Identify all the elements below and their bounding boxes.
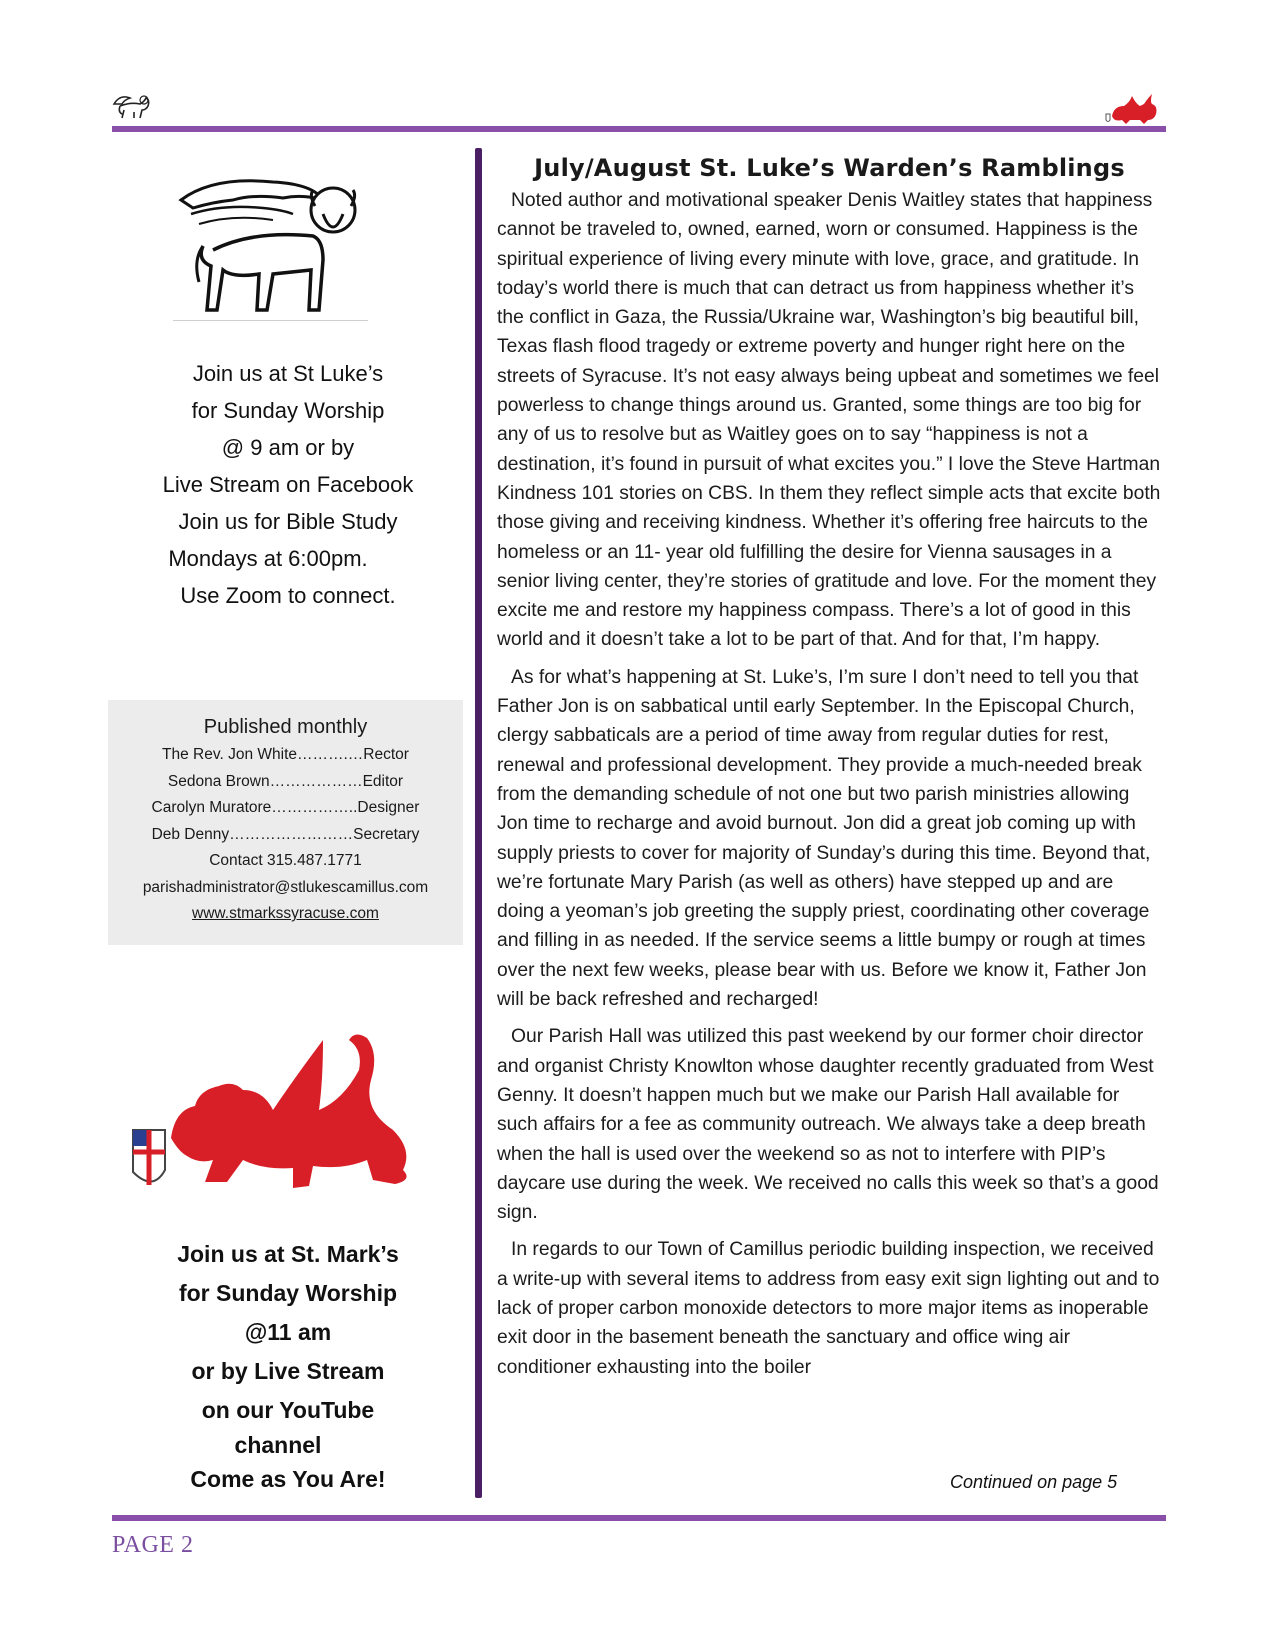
stmark-line-3: @11 am — [244, 1319, 332, 1345]
red-lion-illustration — [123, 1020, 423, 1220]
masthead-box — [108, 700, 463, 945]
st-mark-worship-info — [108, 1235, 468, 1499]
stluke-line-2: for Sunday Worship — [191, 398, 385, 423]
sidebar — [108, 150, 468, 1500]
stluke-line-1: Join us at St Luke’s — [192, 361, 384, 386]
winged-ox-icon — [110, 90, 152, 122]
red-lion-icon — [1100, 90, 1162, 126]
stmark-line-1: Join us at St. Mark’s — [177, 1241, 399, 1267]
stluke-line-6: Mondays at 6:00pm. — [168, 546, 368, 571]
stmark-line-5: on our YouTube — [201, 1397, 375, 1423]
masthead-row-rector: The Rev. Jon White……….…Rector — [162, 746, 409, 763]
article-title: July/August St. Luke’s Warden’s Ramblings — [534, 154, 1125, 182]
stmark-line-4: or by Live Stream — [191, 1358, 385, 1384]
st-luke-worship-info — [108, 355, 468, 614]
ox-baseline — [173, 320, 368, 321]
stmark-line-6: channel — [234, 1432, 322, 1458]
article-paragraph-4: In regards to our Town of Camillus periodic building inspection, we received a write-up with several items to address from easy exit sign lighting out and to lack of proper carbon monoxide detectors to more major items as inoperable exit door in the basement beneath the sanctuary and office wing air conditioner exhausting into the boiler — [497, 1239, 1160, 1378]
stluke-line-5: Join us for Bible Study — [178, 509, 398, 534]
masthead-website-link[interactable]: www.stmarkssyracuse.com — [192, 905, 379, 922]
page-number: PAGE 2 — [112, 1532, 194, 1558]
winged-ox-illustration — [173, 170, 373, 320]
article-paragraph-1: Noted author and motivational speaker Denis Waitley states that happiness cannot be traveled to, owned, earned, worn or consumed. Happiness is the spiritual experience of living every minute with love, grace, and gratitude. In today’s world there is much that can detract us from happiness whether it’s the conflict in Gaza, the Russia/Ukraine war, Washington’s big beautiful bill, Texas flash flood tragedy or extreme poverty and hunger right here on the streets of Syracuse. It’s not easy always being upbeat and sometimes we feel powerless to change things around us. Granted, some things are too big for any of us to resolve but as Waitley goes on to say “happiness is not a destination, it’s found in pursuit of what excites you.” I love the Steve Hartman Kindness 101 stories on CBS. In them they reflect simple acts that excite both those giving and receiving kindness. Whether it’s offering free haircuts to the homeless or an 11- year old fulfilling the desire for Vienna sausages in a senior living center, they’re stories of gratitude and love. For the moment they excite me and restore my happiness compass. There’s a lot of good in this world and it doesn’t take a lot to be part of that. And for that, I’m happy. — [497, 190, 1161, 651]
masthead-title: Published monthly — [203, 716, 368, 738]
article — [497, 150, 1162, 1390]
masthead-row-designer: Carolyn Muratore……………..Designer — [151, 799, 420, 816]
masthead-row-editor: Sedona Brown………………Editor — [167, 772, 404, 790]
header-rule — [112, 126, 1166, 132]
masthead-row-email[interactable]: parishadministrator@stlukescamillus.com — [142, 878, 429, 896]
footer-rule — [112, 1515, 1166, 1521]
stluke-line-7: Use Zoom to connect. — [180, 583, 396, 608]
stmark-line-7: Come as You Are! — [190, 1466, 386, 1492]
column-divider — [475, 148, 482, 1498]
stluke-line-4: Live Stream on Facebook — [162, 472, 414, 497]
article-paragraph-3: Our Parish Hall was utilized this past weekend by our former choir director and organist Christy Knowlton whose daughter recently graduated from West Genny. It doesn’t happen much but we make our Parish Hall available for such affairs for a fee as community outreach. We always take a deep breath when the hall is used over the weekend so as not to interfere with PIP’s daycare use during the week. We received no calls this week so that’s a good sign. — [497, 1026, 1159, 1224]
masthead-row-contact: Contact 315.487.1771 — [209, 852, 362, 869]
stmark-line-2: for Sunday Worship — [178, 1280, 398, 1306]
stluke-line-3: @ 9 am or by — [221, 435, 355, 460]
article-paragraph-2: As for what’s happening at St. Luke’s, I’m sure I don’t need to tell you that Father Jon is on sabbatical until early September. In the Episcopal Church, clergy sabbaticals are a period of time away from regular duties for rest, renewal and professional development. They provide a much-needed break from the demanding schedule of not one but two parish ministries allowing Jon time to recharge and avoid burnout. Jon did a great job coming up with supply priests to cover for majority of Sunday’s during this time. Beyond that, we’re fortunate Mary Parish (as well as others) have stepped up and are doing a yeoman’s job greeting the supply priest, coordinating other coverage and filling in as needed. If the service seems a little bumpy or rough at times over the next few weeks, please bear with us. Before we know it, Father Jon will be back refreshed and recharged! — [497, 666, 1151, 1011]
continued-note: Continued on page 5 — [950, 1472, 1118, 1492]
masthead-row-secretary: Deb Denny……………………Secretary — [151, 825, 420, 843]
